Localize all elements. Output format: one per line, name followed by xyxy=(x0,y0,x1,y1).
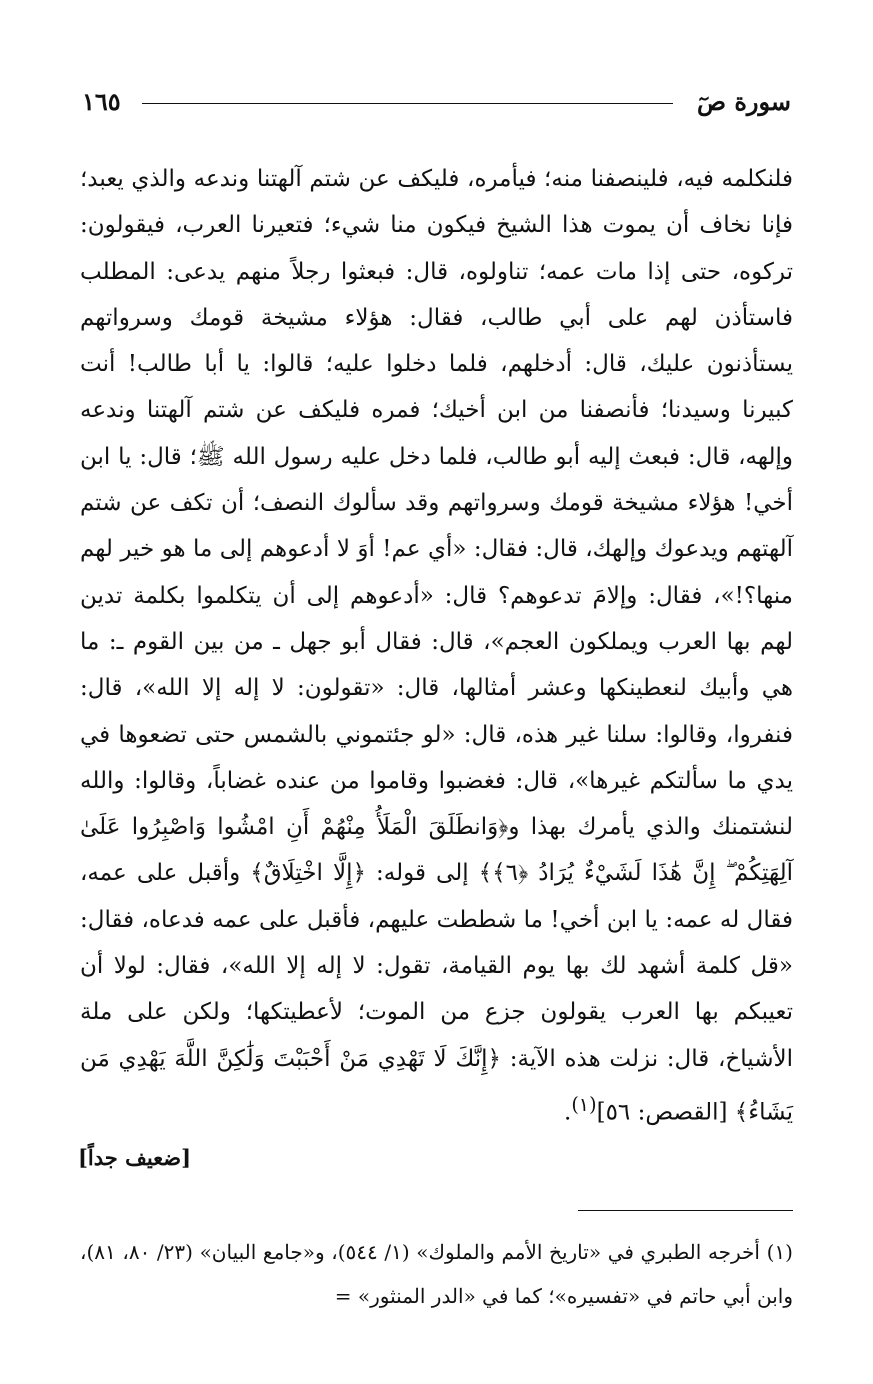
footnote-1: (١) أخرجه الطبري في «تاريخ الأمم والملوك» (١/ ٥٤٤)، و«جامع البيان» (٢٣/ ٨٠، ٨١)، وابن أبي حاتم في «تفسيره»؛ كما في «الدر المنثور» = xyxy=(80,1240,793,1308)
main-text xyxy=(80,156,793,1136)
page-number: ١٦٥ xyxy=(82,87,121,116)
hadith-grade: [ضعيف جداً] xyxy=(78,1145,192,1170)
footnotes xyxy=(80,1230,793,1318)
main-text-content: فلنكلمه فيه، فلينصفنا منه؛ فيأمره، فليكف عن شتم آلهتنا وندعه والذي يعبد؛ فإنا نخاف أن يموت هذا الشيخ فيكون منا شيء؛ فتعيرنا العرب، فيقولون: تركوه، حتى إذا مات عمه؛ تناولوه، قال: فبعثوا رجلاً منهم يدعى: المطلب فاستأذن لهم على أبي طالب، فقال: هؤلاء مشيخة قومك وسرواتهم يستأذنون عليك، قال: أدخلهم، فلما دخلوا عليه؛ قالوا: يا أبا طالب! أنت كبيرنا وسيدنا؛ فأنصفنا من ابن أخيك؛ فمره فليكف عن شتم آلهتنا وندعه وإلهه، قال: فبعث إليه أبو طالب، فلما دخل عليه رسول الله ﷺ؛ قال: يا ابن أخي! هؤلاء مشيخة قومك وسرواتهم وقد سألوك النصف؛ أن تكف عن شتم آلهتهم ويدعوك وإلهك، قال: فقال: «أي عم! أوَ لا أدعوهم إلى ما هو خير لهم منها؟!»، فقال: وإلامَ تدعوهم؟ قال: «أدعوهم إلى أن يتكلموا بكلمة تدين لهم بها العرب ويملكون العجم»، قال: فقال أبو جهل ـ من بين القوم ـ: ما هي وأبيك لنعطينكها وعشر أمثالها، قال: «تقولون: لا إله إلا الله»، قال: فنفروا، وقالوا: سلنا غير هذه، قال: «لو جئتموني بالشمس حتى تضعوها في يدي ما سألتكم غيرها»، قال: فغضبوا وقاموا من عنده غضاباً، وقالوا: والله لنشتمنك والذي يأمرك بهذا و﴿وَانطَلَقَ الْمَلَأُ مِنْهُمْ أَنِ امْشُوا وَاصْبِرُوا عَلَىٰ آلِهَتِكُمْ ۖ إِنَّ هَٰذَا لَشَيْءٌ يُرَادُ ﴿٦﴾﴾ إلى قوله: ﴿إِلَّا اخْتِلَاقٌ﴾ وأقبل على عمه، فقال له عمه: يا ابن أخي! ما شططت عليهم، فأقبل على عمه فدعاه، فقال: «قل كلمة أشهد لك بها يوم القيامة، تقول: لا إله إلا الله»، فقال: لولا أن تعيبكم بها العرب يقولون جزع من الموت؛ لأعطيتكها؛ ولكن على ملة الأشياخ، قال: نزلت هذه الآية: ﴿إِنَّكَ لَا تَهْدِي مَنْ أَحْبَبْتَ وَلَٰكِنَّ اللَّهَ يَهْدِي مَن يَشَاءُ﴾ [القصص: ٥٦] xyxy=(80,166,793,1126)
page-header xyxy=(82,82,791,122)
footnote-marker: (١) xyxy=(571,1092,597,1116)
header-rule xyxy=(142,103,673,104)
sentence-end-mark: . xyxy=(564,1099,572,1126)
footnote-separator xyxy=(578,1210,793,1211)
running-title: سورة صٓ xyxy=(696,87,791,116)
